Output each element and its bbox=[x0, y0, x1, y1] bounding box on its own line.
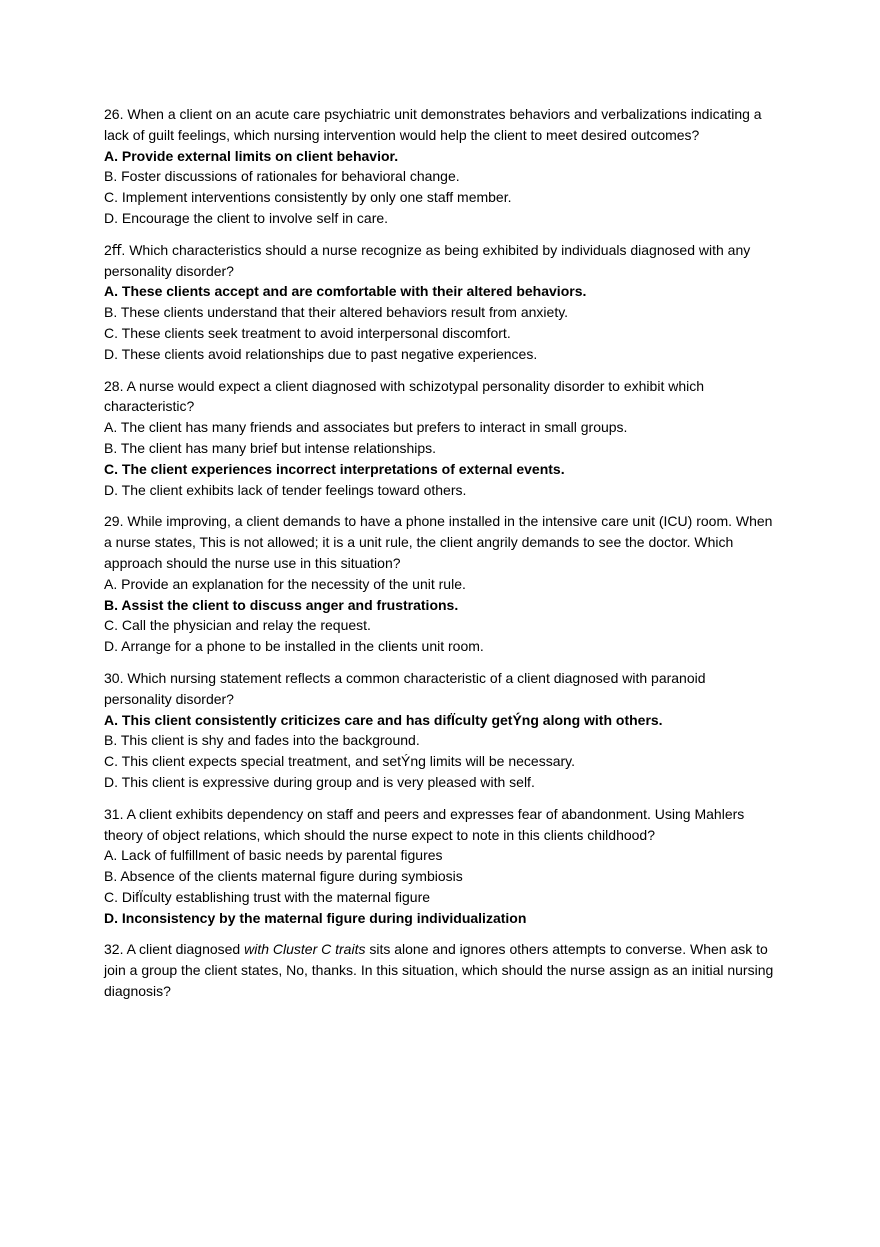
question-stem: 26. When a client on an acute care psychiatric unit demonstrates behaviors and verbalizations indicating a lack of guilt feelings, which nursing intervention would help the client to meet desired outcomes? bbox=[104, 106, 762, 143]
answer-option: A. Lack of fulfillment of basic needs by parental figures bbox=[104, 847, 443, 864]
answer-option: B. Foster discussions of rationales for behavioral change. bbox=[104, 168, 460, 185]
answer-option-correct: C. The client experiences incorrect interpretations of external events. bbox=[104, 460, 565, 477]
answer-option: B. This client is shy and fades into the background. bbox=[104, 732, 420, 749]
question-stem: 29. While improving, a client demands to have a phone installed in the intensive care unit (ICU) room. When a nurse states, This is not allowed; it is a unit rule, the client angrily demands to see the doctor. Which approach should the nurse use in this situation? bbox=[104, 513, 773, 571]
question-stem: 2ﬀ. Which characteristics should a nurse recognize as being exhibited by individuals diagnosed with any personality disorder? bbox=[104, 241, 751, 279]
stem-text: sits alone and ignores others attempts to converse. When ask to join a group the client states, No, thanks. In this situation, which should the nurse assign as an initial nursing diagnosis? bbox=[104, 941, 774, 1000]
question-stem: 28. A nurse would expect a client diagnosed with schizotypal personality disorder to exhibit which characteristic? bbox=[104, 377, 705, 415]
stem-text: 32. A client diagnosed bbox=[104, 941, 245, 958]
answer-option-correct: A. These clients accept and are comfortable with their altered behaviors. bbox=[104, 283, 587, 300]
question-31 bbox=[104, 804, 784, 929]
stem-italic-text: with Cluster C traits bbox=[244, 941, 366, 958]
answer-option-correct: A. This client consistently criticizes care and has difÏculty getÝng along with others. bbox=[104, 711, 663, 728]
question-26 bbox=[104, 104, 784, 229]
answer-option: D. Encourage the client to involve self in care. bbox=[104, 209, 389, 226]
answer-option: D. This client is expressive during group and is very pleased with self. bbox=[104, 773, 535, 790]
answer-option: D. These clients avoid relationships due to past negative experiences. bbox=[104, 345, 538, 362]
answer-option: C. Implement interventions consistently by only one staff member. bbox=[104, 189, 512, 206]
question-28 bbox=[104, 376, 784, 501]
answer-option: A. The client has many friends and associates but prefers to interact in small groups. bbox=[104, 419, 628, 436]
question-stem bbox=[104, 939, 776, 1001]
answer-option-correct: D. Inconsistency by the maternal figure during individualization bbox=[104, 909, 527, 926]
answer-option-correct: B. Assist the client to discuss anger and frustrations. bbox=[104, 596, 459, 613]
answer-option: C. Call the physician and relay the request. bbox=[104, 617, 371, 634]
question-30 bbox=[104, 668, 784, 793]
answer-option: D. Arrange for a phone to be installed in the clients unit room. bbox=[104, 638, 484, 655]
answer-option: A. Provide an explanation for the necessity of the unit rule. bbox=[104, 575, 466, 592]
question-29 bbox=[104, 511, 784, 657]
answer-option: C. DifÏculty establishing trust with the maternal figure bbox=[104, 888, 431, 905]
answer-option: B. The client has many brief but intense relationships. bbox=[104, 439, 437, 456]
answer-option: C. This client expects special treatment, and setÝng limits will be necessary. bbox=[104, 753, 576, 770]
question-27 bbox=[104, 240, 784, 365]
answer-option: B. These clients understand that their altered behaviors result from anxiety. bbox=[104, 304, 569, 321]
question-32 bbox=[104, 939, 784, 1001]
answer-option: B. Absence of the clients maternal figure during symbiosis bbox=[104, 868, 463, 885]
answer-option-correct: A. Provide external limits on client behavior. bbox=[104, 147, 399, 164]
answer-option: C. These clients seek treatment to avoid interpersonal discomfort. bbox=[104, 324, 511, 341]
question-stem: 30. Which nursing statement reflects a common characteristic of a client diagnosed with paranoid personality disorder? bbox=[104, 669, 706, 707]
question-stem: 31. A client exhibits dependency on staff and peers and expresses fear of abandonment. Using Mahlers theory of object relations, which should the nurse expect to note in this clients childhood? bbox=[104, 805, 745, 843]
answer-option: D. The client exhibits lack of tender feelings toward others. bbox=[104, 481, 467, 498]
